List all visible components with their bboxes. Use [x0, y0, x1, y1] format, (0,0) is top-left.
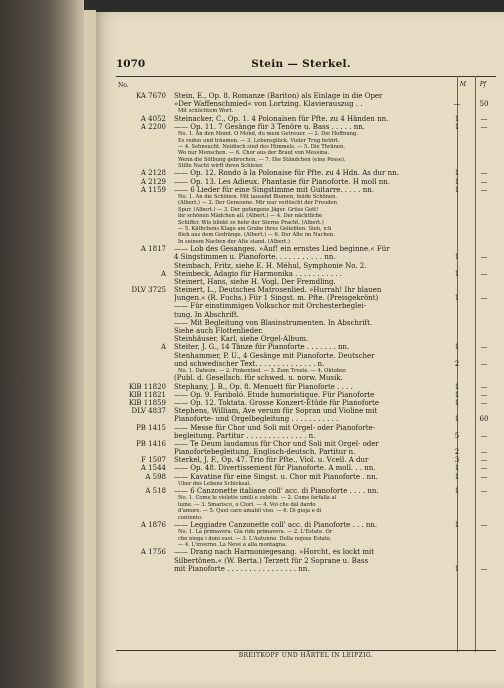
catalog-entry [116, 548, 496, 556]
price-pfennig: — [480, 269, 488, 278]
entry-text: No. 1. La primavera. Già ride primavera. — 2. L'Estate. Or [178, 529, 333, 536]
entry-code: A 1876 [140, 520, 166, 529]
price-pfennig: — [480, 472, 488, 481]
catalog-entry [116, 186, 496, 194]
price-pfennig: — [480, 177, 488, 186]
catalog-entry [116, 473, 496, 481]
catalog-entry [116, 399, 496, 407]
price-mark: 1 [454, 114, 460, 123]
catalog-entry [116, 294, 496, 302]
entry-text: Steinhäuser, Karl, siehe Orgel-Album. [174, 335, 309, 344]
catalog-entry [116, 424, 496, 432]
price-pfennig: — [480, 169, 488, 178]
entry-text: Sterkel, J. F., Op. 47. Trio für Pfte., Viol. u. Vcell. A dur [174, 456, 369, 465]
entry-code: DLV 4837 [131, 407, 166, 416]
entry-text: Stille Nacht wirft ihren Schleier. [178, 163, 264, 170]
catalog-entry [116, 464, 496, 472]
entry-text: — 4. Sehnsucht. Neidisch sind des Himmels. — 5. Die Thränen. [178, 143, 345, 150]
entry-text: —— Mit Begleitung von Blasinstrumenten. In Abschrift. [174, 318, 373, 327]
price-mark: 1 [454, 269, 460, 278]
entry-text: —— Kavatine für eine Singst. u. Chor mit Pianoforte . nn. [174, 472, 378, 481]
entry-code: DLV 3725 [131, 286, 166, 295]
price-pfennig: — [480, 487, 488, 496]
price-pfennig: — [480, 520, 488, 529]
entry-text: —— Op. 12. Rondo à la Polonaise für Pfte. zu 4 Hdn. As dur nn. [174, 169, 399, 178]
page-number: 1070 [116, 58, 146, 70]
entry-text: Schiffer. Wie blinkt so hehr der Sterne Pracht. (Albert.) [178, 219, 324, 226]
book-spine [0, 0, 84, 688]
entry-text: Steinert, Hans, siehe H. Vogl, Der Fremdling. [174, 277, 336, 286]
entry-code: F 1507 [141, 456, 166, 465]
entry-text: lume. — 3. Smarisco, o Clori. — 4. Voi che dal dardo [178, 501, 316, 508]
price-mark: 1 [454, 472, 460, 481]
price-mark: 1 [454, 464, 460, 473]
entry-code: A [160, 343, 166, 352]
catalog-entry [116, 565, 496, 573]
entry-text: (Publ. d. Gesellsch. für schwed. u. norw. Musik. [174, 374, 343, 383]
price-mark: 1 [454, 520, 460, 529]
catalog-entry [116, 407, 496, 415]
price-mark: 1 [454, 294, 460, 303]
catalog-entry [116, 302, 496, 310]
entry-text: —— Messe für Chor und Soli mit Orgel- oder Pianoforte- [174, 423, 376, 432]
entry-text: — 4. L'inverno. La Neve à alla montagna. [178, 541, 287, 548]
catalog-page [96, 12, 504, 688]
price-mark: 1 [454, 185, 460, 194]
entry-code: A 2128 [140, 169, 166, 178]
page-header [116, 58, 504, 74]
entry-text: Pianofortebegleitung. Englisch-deutsch. Partitur n. [174, 448, 356, 457]
entry-text: —— Op. 13. Les Adieux. Phantasie für Pianoforte. H moll nn. [174, 177, 390, 186]
entry-text: No. 1. An die Schönen. Mit tausend Blumen, holde Schönen. [178, 194, 338, 201]
price-mark: 2 [454, 359, 460, 368]
price-pfennig: — [480, 456, 488, 465]
entry-text: — 5. Käthchens Klage am Grabe ihres Geliebten. Sieh, ich [178, 226, 332, 232]
entry-text: Spur. (Albert.) — 3. Der gefangene Jäger. Grüss Gott! [178, 206, 319, 213]
price-pfennig: — [480, 253, 488, 262]
entry-text: Wo nur Menschen. — 6. Chor aus der Braut von Messina. [178, 150, 330, 157]
entry-text: und schwedischer Text. . . . . . . . . . . . . . n. [174, 359, 325, 368]
catalog-entry [116, 391, 496, 399]
page-edges [84, 10, 96, 688]
entry-text: begleitung. Partitur . . . . . . . . . . . . . . n. [174, 431, 316, 440]
entry-text: Pianoforte- und Orgelbegleitung . . . . . . . . . . . [174, 415, 339, 424]
price-mark: 1 [454, 343, 460, 352]
price-mark: 1 [454, 415, 460, 424]
catalog-entry [116, 432, 496, 440]
price-mark: 5 [454, 431, 460, 440]
catalog-entries [116, 92, 496, 573]
price-pfennig: — [480, 359, 488, 368]
catalog-entry [116, 245, 496, 253]
entry-text: Jungen.« (R. Fuchs.) Für 1 Singst. m. Pfte. (Preisgekrönt) [174, 294, 379, 303]
catalog-entry [116, 335, 496, 343]
price-mark: 1 [454, 487, 460, 496]
catalog-entry [116, 343, 496, 351]
entry-code: A [160, 269, 166, 278]
entry-text: No. 1. Daheim. — 2. Finkenlied. — 3. Zum Troste. — 4. Oktober. [178, 367, 347, 374]
catalog-entry [116, 360, 496, 368]
catalog-entry [116, 262, 496, 270]
price-pfennig: 60 [479, 415, 489, 424]
price-mark: 1 [454, 177, 460, 186]
entry-text: —— Op. 12. Toktata. Grosse Konzert-Etüde für Pianoforte [174, 398, 379, 407]
entry-text: Es reden und träumen. — 3. Lebensglück. Vieler Trug betört. [178, 137, 340, 144]
entry-text: In seinem Nachen der Alte stand. (Albert.) [178, 238, 290, 245]
price-mark: 1 [454, 398, 460, 407]
catalog-entry [116, 270, 496, 278]
price-mark: 1 [454, 564, 460, 573]
catalog-entry [116, 278, 496, 286]
entry-text: d'amore. — 5. Quel caro amabil viso. — 6. Di gioja e di [178, 508, 322, 515]
entry-text: —— 6 Lieder für eine Singstimme mit Guitarre. . . . . nn. [174, 185, 374, 194]
entry-code: A 2129 [140, 177, 166, 186]
catalog-entry [116, 557, 496, 565]
entry-code: A 598 [145, 472, 166, 481]
entry-text: Stephens, William, Ave verum für Sopran und Violine mit [174, 407, 378, 416]
entry-text: Silbertönen.« (W. Berta.) Terzett für 2 Soprane u. Bass [174, 556, 369, 565]
entry-code: A 518 [145, 487, 166, 496]
catalog-entry [116, 169, 496, 177]
entry-text: Steinert, L., Deutsches Matrosenlied. »Hurrah! Ihr blauen [174, 286, 382, 295]
price-pfennig: — [480, 122, 488, 131]
catalog-entry [116, 448, 496, 456]
entry-text: Stein, E., Op. 8. Romanze (Bariton) als Einlage in die Oper [174, 92, 383, 100]
entry-text: Wenn die Sölbung gebrochen. — 7. Die Ständchen (eine Posse). [178, 156, 346, 163]
price-mark: 2 [454, 448, 460, 457]
catalog-entry [116, 319, 496, 327]
catalog-entry [116, 115, 496, 123]
page-title: Stein — Sterkel. [251, 58, 351, 70]
price-pfennig: — [480, 431, 488, 440]
entry-text: flieh aus dem Gedränge. (Albert.) — 6. Der Alte im Nachen. [178, 232, 335, 239]
column-mark: M [459, 81, 466, 88]
entry-text: che niega i doni suoi. — 3. L'Autunno. Della nojose Estate. [178, 535, 332, 542]
entry-text: No. 1. Come le violette umili e colette. — 2. Come farfalla al [178, 495, 337, 502]
footer-rule [116, 650, 496, 651]
price-pfennig: — [480, 564, 488, 573]
entry-text: Steinbeck, Adagio für Harmonika . . . . . . . . . . . [174, 269, 342, 278]
catalog-entry [116, 487, 496, 495]
price-mark: — [453, 100, 461, 109]
entry-text: ihr schönen Mädchen all. (Albert.) — 4. Der nächtliche [178, 213, 323, 220]
entry-text: (Albert.) — 2. Der Genesene. Mir war verlöscht der Freuden [178, 200, 337, 207]
entry-text: Über des Lebens Schicksal. [178, 480, 251, 487]
entry-text: —— Für einstimmigen Volkschor mit Orchesterbeglei- [174, 302, 367, 311]
entry-text: Stephany, J. B., Op. 8. Menuett für Pianoforte . . . . [174, 382, 353, 391]
entry-text: Siehe auch Flottenlieder. [174, 327, 264, 336]
entry-code: A 4052 [140, 114, 166, 123]
catalog-entry [116, 123, 496, 131]
catalog-entry [116, 327, 496, 335]
catalog-entry [116, 286, 496, 294]
catalog-entry [116, 178, 496, 186]
entry-text: Steiter, J. G., 14 Tänze für Pianoforte . . . . . . . nn. [174, 343, 350, 352]
catalog-entry [116, 352, 496, 360]
catalog-entry [116, 415, 496, 423]
entry-text: —— Te Deum laudamus für Chor und Soli mit Orgel- oder [174, 439, 379, 448]
entry-text: mit Pianoforte . . . . . . . . . . . . . . . . nn. [174, 564, 310, 573]
entry-text: —— Lob des Gesanges. »Auf! ein ernstes Lied beginne.« Für [174, 245, 390, 254]
column-headers [116, 78, 496, 92]
entry-text: tung. In Abschrift. [174, 310, 240, 319]
catalog-entry [116, 92, 496, 100]
entry-code: A 1817 [140, 245, 166, 254]
entry-code: KlB 11820 [128, 382, 166, 391]
entry-text: —— 6 Canzonette italiane coll' acc. di Pianoforte . . . . nn. [174, 487, 379, 496]
entry-code: PB 1415 [136, 423, 166, 432]
catalog-entry [116, 383, 496, 391]
entry-text: 4 Singstimmen u. Pianoforte. . . . . . . . . . . nn. [174, 253, 336, 262]
price-pfennig: — [480, 464, 488, 473]
entry-code: PB 1416 [136, 439, 166, 448]
catalog-entry [116, 100, 496, 108]
entry-text: Mit schlichtem Wort. [178, 108, 234, 115]
catalog-entry [116, 311, 496, 319]
publisher-footer: BREITKOPF UND HÄRTEL IN LEIPZIG. [238, 652, 374, 659]
entry-code: A 1159 [140, 185, 166, 194]
price-pfennig: — [480, 382, 488, 391]
entry-text: —— Op. 9. Fariboló. Etude humoristique. Für Pianoforte [174, 390, 375, 399]
entry-text: —— Leggiadre Canzonette coll' acc. di Pianoforte . . . nn. [174, 520, 378, 529]
header-rule [116, 76, 496, 77]
catalog-entry [116, 374, 496, 382]
entry-text: Steinbach, Fritz, siehe E. H. Méhul, Symphonie No. 2. [174, 261, 367, 270]
price-pfennig: — [480, 398, 488, 407]
entry-code: KlB 11821 [128, 390, 166, 399]
entry-code: A 1756 [140, 548, 166, 557]
price-pfennig: 50 [479, 100, 489, 109]
entry-text: No. 1. An den Mond. O Mond, du mein Getreuer. — 2. Die Hoffnung. [178, 131, 358, 138]
price-pfennig: — [480, 185, 488, 194]
entry-text: Stenhammer, P. U., 4 Gesänge mit Pianoforte. Deutscher [174, 351, 375, 360]
price-mark: 3 [454, 456, 460, 465]
price-mark: 1 [454, 253, 460, 262]
price-pfennig: — [480, 294, 488, 303]
catalog-entry [116, 440, 496, 448]
price-pfennig: — [480, 448, 488, 457]
price-pfennig: — [480, 114, 488, 123]
entry-text: —— Op. 11. 7 Gesänge für 3 Tenöre u. Bass . . . . . nn. [174, 122, 366, 131]
price-mark: 1 [454, 382, 460, 391]
price-mark: 1 [454, 122, 460, 131]
entry-code: KlB 11859 [128, 398, 166, 407]
entry-text: —— Drang nach Harmoniegesang. »Horcht, es lockt mit [174, 548, 375, 557]
entry-text: —— Op. 48. Divertissement für Pianoforte. A moll. . . nn. [174, 464, 376, 473]
catalog-entry [116, 253, 496, 261]
price-pfennig: — [480, 390, 488, 399]
column-no: No. [118, 82, 129, 89]
entry-code: A 2200 [140, 122, 166, 131]
catalog-entry [116, 456, 496, 464]
column-pfennig: Pf [479, 81, 486, 88]
entry-code: KA 7670 [135, 92, 166, 100]
entry-text: contento. [178, 514, 203, 521]
entry-text: »Der Waffenschmied« von Lortzing. Klavierauszug . . [174, 100, 363, 109]
entry-code: A 1544 [140, 464, 166, 473]
price-mark: 1 [454, 169, 460, 178]
entry-text: Steinacker, C., Op. 1. 4 Polonaisen für Pfte. zu 4 Händen nn. [174, 114, 389, 123]
price-pfennig: — [480, 343, 488, 352]
price-mark: 1 [454, 390, 460, 399]
catalog-entry [116, 521, 496, 529]
